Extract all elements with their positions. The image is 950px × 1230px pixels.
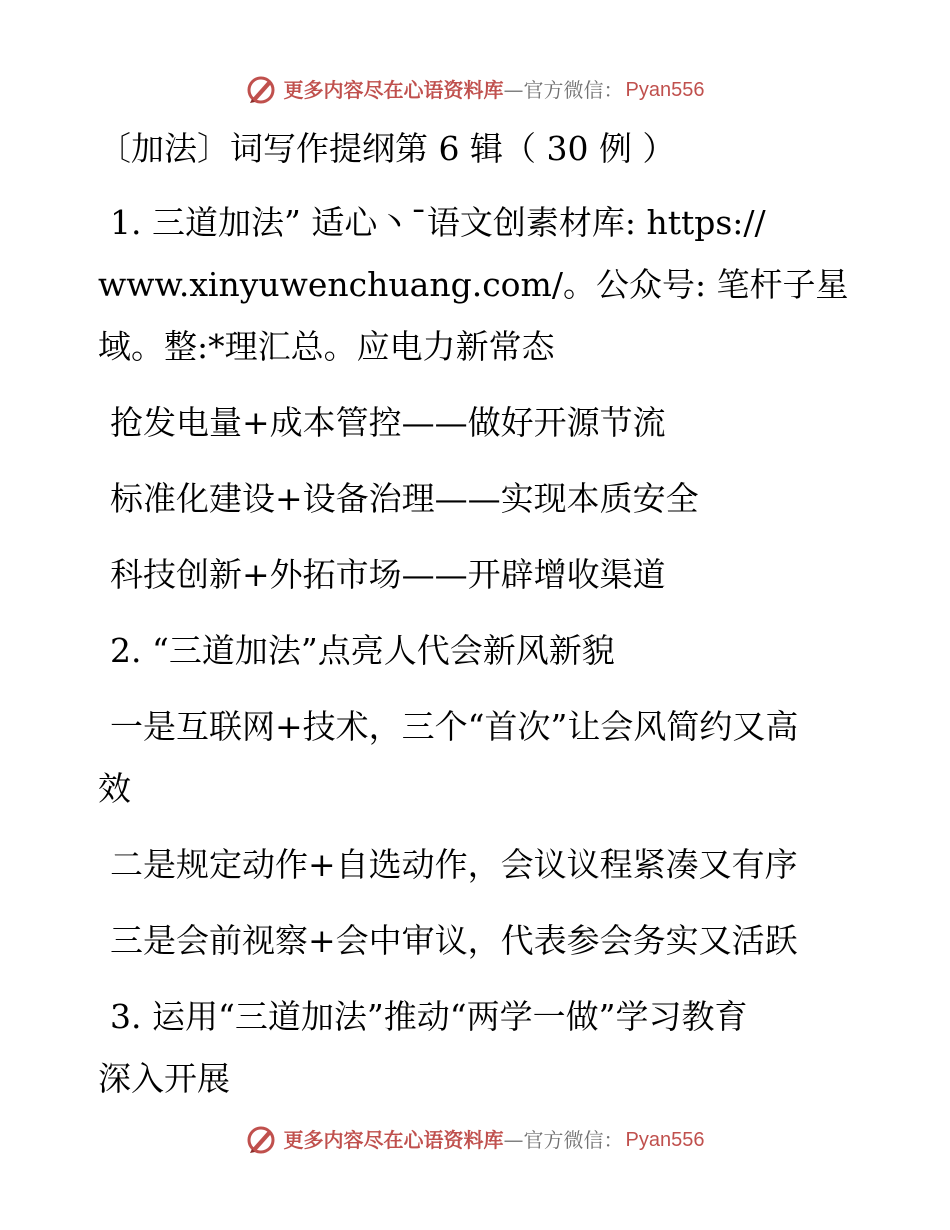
text-line: 三是会前视察+会中审议，代表参会务实又活跃 xyxy=(110,921,798,960)
text-line: 3. 运用“三道加法”推动“两学一做”学习教育 xyxy=(110,997,748,1036)
text-line: 效 xyxy=(98,769,131,808)
banner-wechat-id: Pyan556 xyxy=(625,1129,705,1151)
banner-wechat-id: Pyan556 xyxy=(625,79,705,101)
text-line: 抢发电量+成本管控——做好开源节流 xyxy=(110,403,666,442)
text-line: 域。整:*理汇总。应电力新常态 xyxy=(98,327,555,366)
document-title: 〔加法〕词写作提纲第 6 辑（ 30 例 ） xyxy=(98,129,676,168)
text-line: 科技创新+外拓市场——开辟增收渠道 xyxy=(110,555,666,594)
text-line: 1. 三道加法” 适心丶¯语文创素材库: https:// xyxy=(110,203,766,242)
footer-banner xyxy=(0,1120,950,1160)
banner-main-text: 更多内容尽在心语资料库 xyxy=(283,78,504,102)
text-line: 标准化建设+设备治理——实现本质安全 xyxy=(110,479,699,518)
header-banner xyxy=(0,70,950,110)
text-line: www.xinyuwenchuang.com/。公众号: 笔杆子星 xyxy=(98,265,849,304)
banner-main-text: 更多内容尽在心语资料库 xyxy=(283,1128,504,1152)
text-line: 一是互联网+技术，三个“首次”让会风简约又高 xyxy=(110,707,799,746)
banner-dash: — xyxy=(503,78,524,102)
document-body xyxy=(98,118,858,1110)
banner-sub-text: 官方微信： xyxy=(523,78,624,102)
pen-logo-icon xyxy=(246,75,276,105)
text-line: 二是规定动作+自选动作，会议议程紧凑又有序 xyxy=(110,845,798,884)
pen-logo-icon xyxy=(246,1125,276,1155)
banner-dash: — xyxy=(503,1128,524,1152)
banner-sub-text: 官方微信： xyxy=(523,1128,624,1152)
text-line: 2. “三道加法”点亮人代会新风新貌 xyxy=(110,631,615,670)
text-line: 深入开展 xyxy=(98,1059,230,1098)
